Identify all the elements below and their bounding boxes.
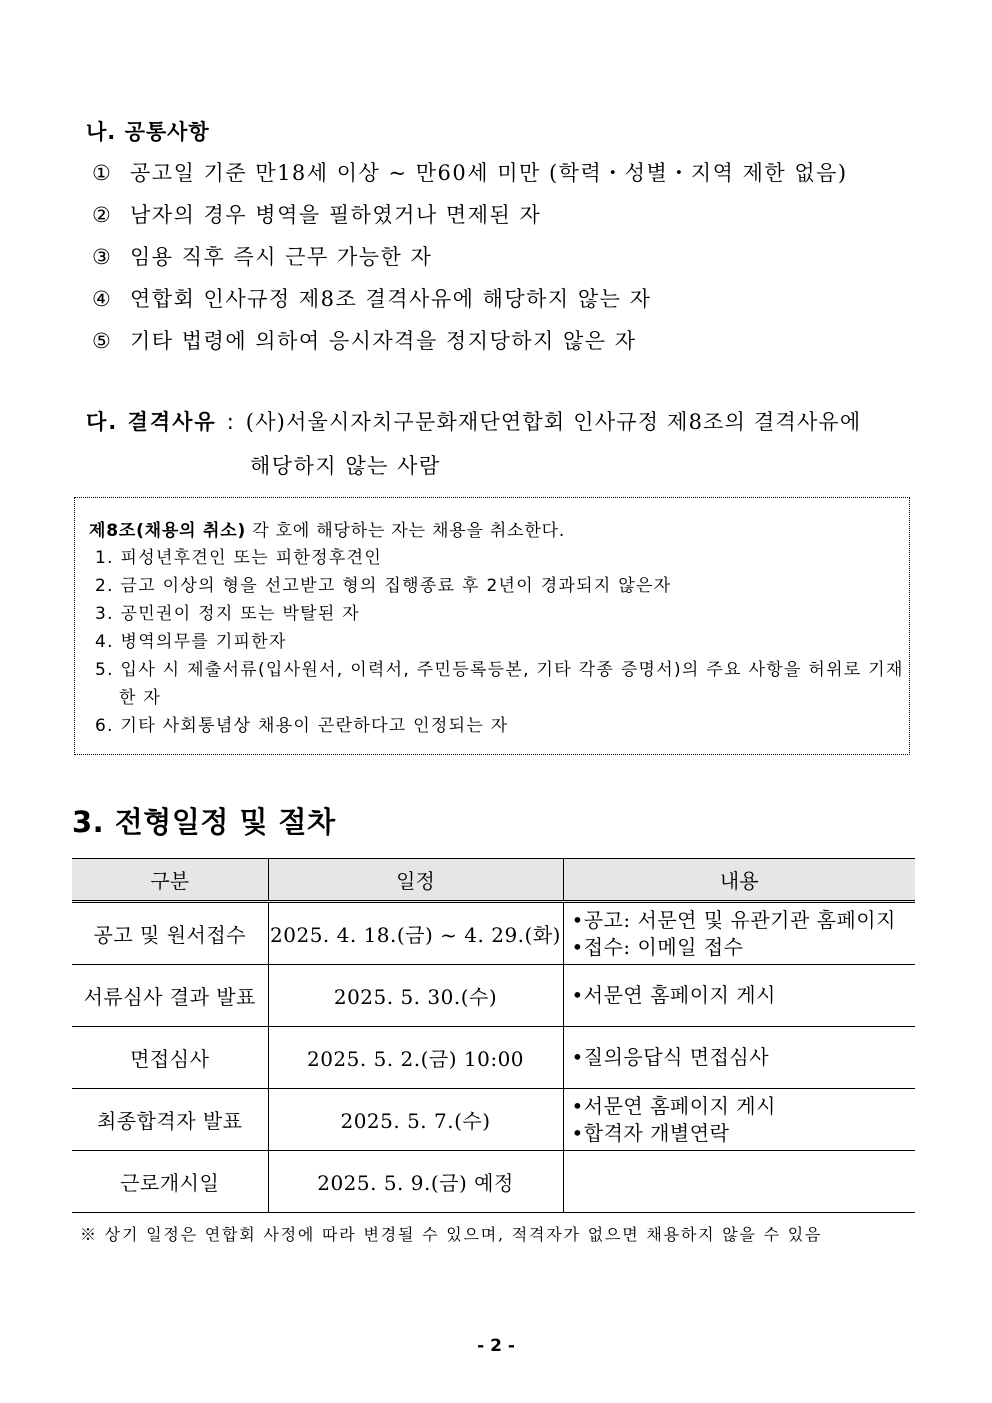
content-line: •합격자 개별연락 — [571, 1120, 730, 1145]
list-item — [92, 198, 848, 240]
table-row — [72, 965, 915, 1027]
list-item — [92, 156, 848, 198]
row-content — [563, 1027, 915, 1089]
article-8-box — [74, 497, 910, 755]
list-item — [92, 324, 848, 366]
row-content — [563, 902, 915, 965]
article-items — [95, 544, 905, 740]
schedule-section-title: 3. 전형일정 및 절차 — [72, 805, 336, 839]
disqualification-text-line1: (사)서울시자치구문화재단연합회 인사규정 제8조의 결격사유에 — [245, 410, 862, 434]
item-text: 남자의 경우 병역을 필하였거나 면제된 자 — [130, 203, 542, 227]
disqualification-colon: : — [226, 410, 234, 434]
table-header-row — [72, 859, 915, 902]
content-line: •질의응답식 면접심사 — [571, 1045, 770, 1069]
list-item: 3. 공민권이 정지 또는 박탈된 자 — [95, 604, 361, 624]
content-line: •접수: 이메일 접수 — [571, 934, 744, 959]
content-line: •공고: 서문연 및 유관기관 홈페이지 — [571, 907, 896, 932]
schedule-note: ※ 상기 일정은 연합회 사정에 따라 변경될 수 있으며, 적격자가 없으면 채용하지 않을 수 있음 — [80, 1225, 823, 1244]
item-number: ③ — [92, 245, 113, 269]
row-content — [563, 1089, 915, 1151]
row-date: 2025. 5. 9.(금) 예정 — [268, 1151, 563, 1213]
item-text: 기타 법령에 의하여 응시자격을 정지당하지 않은 자 — [130, 329, 637, 353]
content-line: •서문연 홈페이지 게시 — [571, 983, 776, 1007]
disqualification-section — [86, 406, 861, 436]
row-content — [563, 965, 915, 1027]
list-item — [92, 240, 848, 282]
column-header: 구분 — [72, 859, 268, 902]
row-category: 면접심사 — [72, 1027, 268, 1089]
list-item: 2. 금고 이상의 형을 선고받고 형의 집행종료 후 2년이 경과되지 않은자 — [95, 576, 672, 596]
article-title: 제8조(채용의 취소) — [89, 521, 247, 541]
table-row — [72, 1151, 915, 1213]
row-category: 공고 및 원서접수 — [72, 902, 268, 965]
item-number: ⑤ — [92, 329, 113, 353]
table-row — [72, 1089, 915, 1151]
table-row — [72, 1027, 915, 1089]
row-category: 서류심사 결과 발표 — [72, 965, 268, 1027]
row-date: 2025. 5. 7.(수) — [268, 1089, 563, 1151]
list-item — [92, 282, 848, 324]
item-text: 공고일 기준 만18세 이상 ~ 만60세 미만 (학력・성별・지역 제한 없음) — [130, 161, 848, 185]
item-text: 연합회 인사규정 제8조 결격사유에 해당하지 않는 자 — [130, 287, 652, 311]
column-header: 내용 — [563, 859, 915, 902]
row-category: 최종합격자 발표 — [72, 1089, 268, 1151]
row-date: 2025. 4. 18.(금) ~ 4. 29.(화) — [268, 902, 563, 965]
item-number: ④ — [92, 287, 113, 311]
common-requirements-list — [92, 156, 848, 366]
disqualification-text-line2: 해당하지 않는 사람 — [250, 454, 441, 478]
item-text: 임용 직후 즉시 근무 가능한 자 — [130, 245, 433, 269]
row-date: 2025. 5. 30.(수) — [268, 965, 563, 1027]
item-number: ① — [92, 161, 113, 185]
table-row — [72, 902, 915, 965]
article-heading — [89, 516, 565, 541]
list-item: 4. 병역의무를 기피한자 — [95, 632, 287, 652]
column-header: 일정 — [268, 859, 563, 902]
list-item: 1. 피성년후견인 또는 피한정후견인 — [95, 548, 383, 568]
article-intro: 각 호에 해당하는 자는 채용을 취소한다. — [246, 521, 566, 541]
row-content — [563, 1151, 915, 1213]
item-number: ② — [92, 203, 113, 227]
page-number: - 2 - — [477, 1336, 515, 1356]
common-requirements-title: 나. 공통사항 — [86, 120, 210, 144]
row-date: 2025. 5. 2.(금) 10:00 — [268, 1027, 563, 1089]
content-line: •서문연 홈페이지 게시 — [571, 1093, 776, 1118]
row-category: 근로개시일 — [72, 1151, 268, 1213]
schedule-table — [72, 858, 915, 1213]
list-item: 5. 입사 시 제출서류(입사원서, 이력서, 주민등록등본, 기타 각종 증명서)의 주요 사항을 허위로 기재한 자 — [95, 660, 904, 708]
list-item: 6. 기타 사회통념상 채용이 곤란하다고 인정되는 자 — [95, 716, 509, 736]
disqualification-label: 다. 결격사유 — [86, 410, 217, 434]
